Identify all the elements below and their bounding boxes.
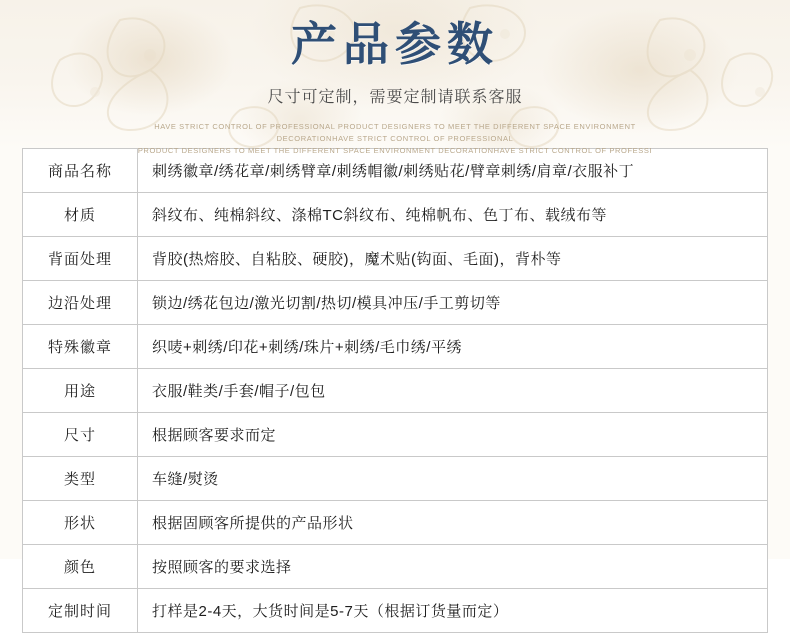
page-title: 产品参数	[291, 17, 499, 71]
row-value: 按照顾客的要求选择	[138, 545, 768, 589]
row-label: 颜色	[23, 545, 138, 589]
table-row	[23, 457, 768, 501]
row-label: 边沿处理	[23, 281, 138, 325]
row-label: 尺寸	[23, 413, 138, 457]
latin-line-1: HAVE STRICT CONTROL OF PROFESSIONAL PRODUCT DESIGNERS TO MEET THE DIFFERENT SPACE ENVIRONMENT DECORATIONHAVE STRICT CONTROL OF PROFESSIONAL	[154, 122, 636, 143]
latin-line-2: PRODUCT DESIGNERS TO MEET THE DIFFERENT SPACE ENVIRONMENT DECORATIONHAVE STRICT CONTROL OF PROFESSI	[137, 146, 653, 155]
row-label: 商品名称	[23, 149, 138, 193]
row-value: 背胶(热熔胶、自粘胶、硬胶)，魔术贴(钩面、毛面)，背朴等	[138, 237, 768, 281]
row-label: 形状	[23, 501, 138, 545]
table-row	[23, 193, 768, 237]
page-subtitle: 尺寸可定制，需要定制请联系客服	[267, 89, 523, 106]
table-row	[23, 501, 768, 545]
row-value: 刺绣徽章/绣花章/刺绣臂章/刺绣帽徽/刺绣贴花/臂章刺绣/肩章/衣服补丁	[138, 149, 768, 193]
row-value: 打样是2-4天，大货时间是5-7天（根据订货量而定）	[138, 589, 768, 633]
table-row	[23, 545, 768, 589]
row-value: 车缝/熨烫	[138, 457, 768, 501]
row-label: 材质	[23, 193, 138, 237]
row-label: 背面处理	[23, 237, 138, 281]
table-row	[23, 369, 768, 413]
spec-table-wrapper	[0, 148, 790, 633]
row-value: 衣服/鞋类/手套/帽子/包包	[138, 369, 768, 413]
row-value: 根据固顾客所提供的产品形状	[138, 501, 768, 545]
table-row	[23, 325, 768, 369]
row-label: 类型	[23, 457, 138, 501]
page-header	[0, 0, 790, 155]
row-label: 定制时间	[23, 589, 138, 633]
row-label: 特殊徽章	[23, 325, 138, 369]
table-row	[23, 413, 768, 457]
row-value: 斜纹布、纯棉斜纹、涤棉TC斜纹布、纯棉帆布、色丁布、载绒布等	[138, 193, 768, 237]
row-label: 用途	[23, 369, 138, 413]
table-row	[23, 281, 768, 325]
spec-table	[22, 148, 768, 633]
row-value: 锁边/绣花包边/激光切割/热切/模具冲压/手工剪切等	[138, 281, 768, 325]
row-value: 根据顾客要求而定	[138, 413, 768, 457]
table-row	[23, 237, 768, 281]
row-value: 织唛+刺绣/印花+刺绣/珠片+刺绣/毛巾绣/平绣	[138, 325, 768, 369]
decorative-latin-text	[0, 121, 790, 157]
table-row	[23, 589, 768, 633]
